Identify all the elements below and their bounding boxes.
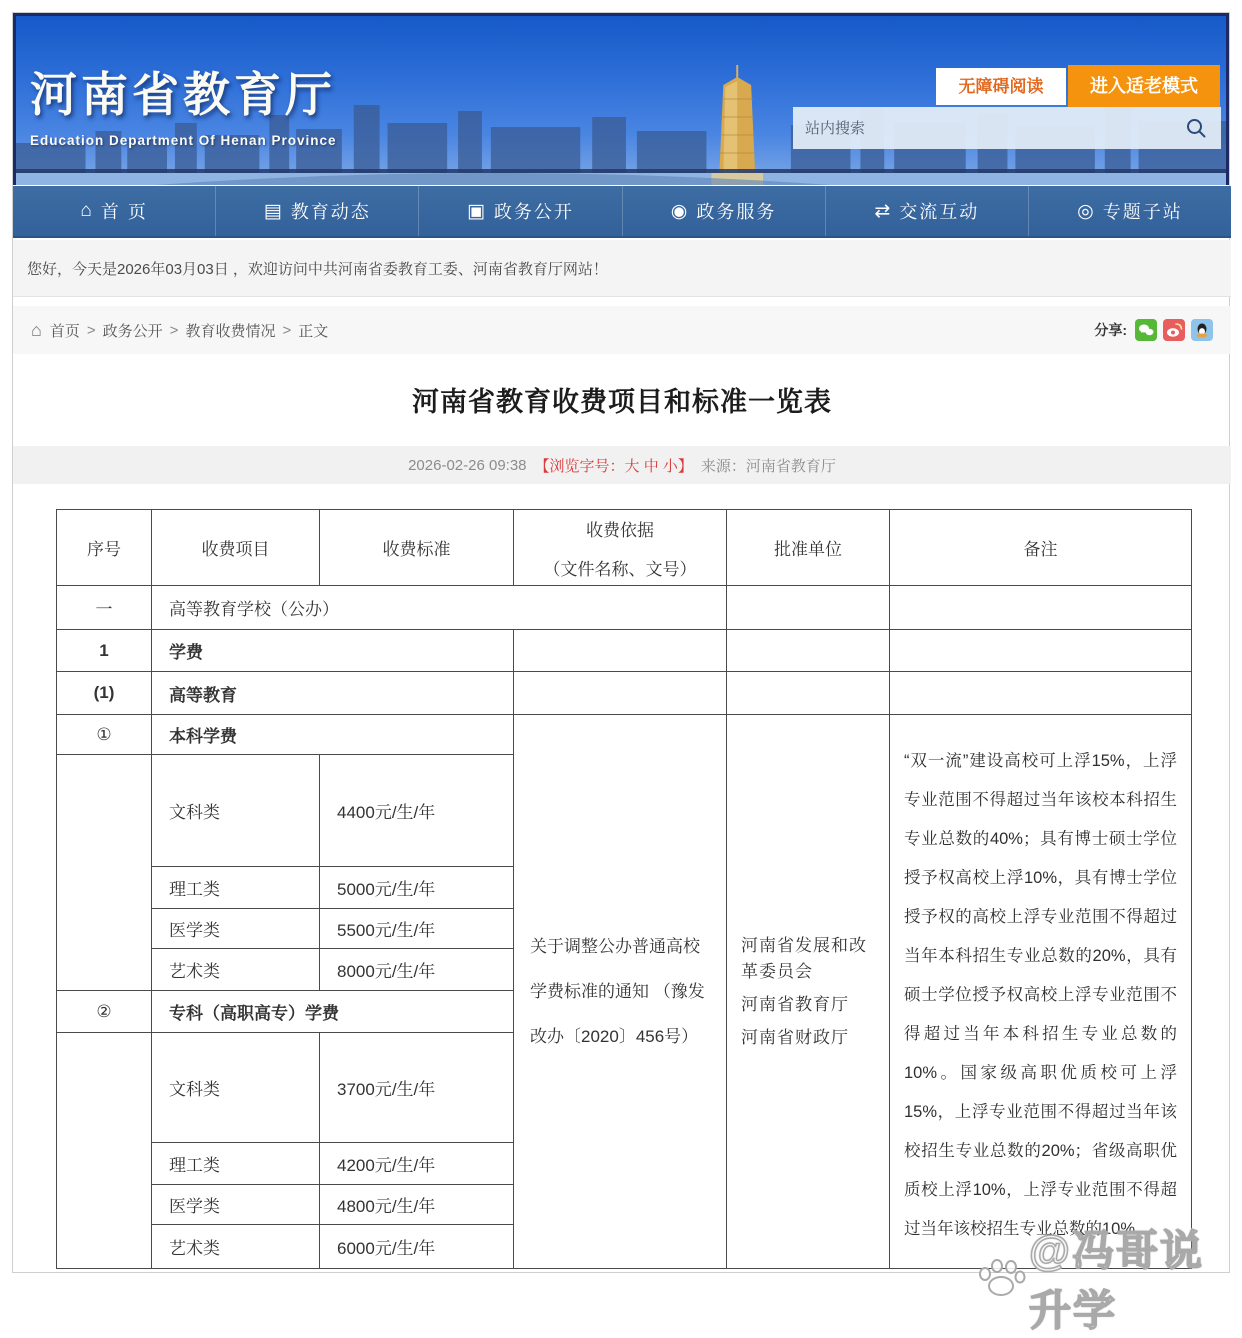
greeting-text: 您好，今天是2026年03月03日 ，欢迎访问中共河南省委教育工委、河南省教育厅网站！ <box>27 260 608 278</box>
elder-mode-button[interactable]: 进入适老模式 <box>1068 65 1220 107</box>
page-title: 河南省教育收费项目和标准一览表 <box>412 387 832 417</box>
empty-cell <box>514 672 727 715</box>
fee-price: 4200元/生/年 <box>320 1143 514 1185</box>
header-item: 收费项目 <box>152 510 320 586</box>
table-header-row <box>57 510 1192 586</box>
remark-cell <box>890 715 1192 1269</box>
breadcrumb-separator: > <box>86 321 96 339</box>
site-logo <box>30 58 337 148</box>
breadcrumb <box>13 306 1231 354</box>
fee-category: 文科类 <box>152 1033 320 1143</box>
nav-label: 政务服务 <box>696 202 777 222</box>
row-item: 本科学费 <box>152 715 514 755</box>
empty-cell <box>727 672 890 715</box>
nav-label: 专题子站 <box>1102 202 1183 222</box>
approver-line: 河南省教育厅 <box>741 994 849 1014</box>
header-index: 序号 <box>57 510 152 586</box>
nav-label: 首 页 <box>100 202 148 222</box>
fee-category: 医学类 <box>152 909 320 949</box>
empty-cell <box>890 672 1192 715</box>
empty-index-cell <box>57 755 152 991</box>
table-row <box>57 715 1192 755</box>
greeting-bar <box>13 240 1231 297</box>
site-title-en: Education Department Of Henan Province <box>30 133 337 148</box>
approver-line: 河南省财政厅 <box>741 1027 849 1047</box>
empty-cell <box>890 586 1192 630</box>
site-banner <box>13 13 1229 185</box>
fee-table <box>56 509 1192 1269</box>
header-basis-title: 收费依据 <box>586 520 654 540</box>
empty-cell <box>890 630 1192 672</box>
qq-share-icon[interactable] <box>1191 319 1213 341</box>
empty-cell <box>727 586 890 630</box>
weibo-share-icon[interactable] <box>1163 319 1185 341</box>
corn-tower <box>719 65 755 173</box>
nav-item-gov-services[interactable] <box>623 186 826 236</box>
home-icon: ⌂ <box>80 200 92 221</box>
header-standard: 收费标准 <box>320 510 514 586</box>
fee-price: 4400元/生/年 <box>320 755 514 867</box>
row-index: 1 <box>57 630 152 672</box>
article-source: 来源：河南省教育厅 <box>700 457 836 475</box>
service-icon: ◉ <box>670 200 688 222</box>
row-index: 一 <box>57 586 152 630</box>
nav-item-gov-disclosure[interactable] <box>419 186 622 236</box>
content-frame <box>12 12 1230 1273</box>
fee-category: 理工类 <box>152 1143 320 1185</box>
fee-category: 艺术类 <box>152 1225 320 1269</box>
breadcrumb-item-article: 正文 <box>298 322 329 340</box>
share-zone <box>1094 319 1213 341</box>
main-nav <box>13 186 1231 238</box>
row-item: 高等教育 <box>152 672 514 715</box>
row-index: ② <box>57 991 152 1033</box>
nav-item-interaction[interactable] <box>826 186 1029 236</box>
article-meta <box>13 446 1231 484</box>
breadcrumb-separator: > <box>282 321 292 339</box>
document-icon: ▣ <box>466 200 485 222</box>
header-basis <box>514 510 727 586</box>
news-icon: ▤ <box>263 200 282 222</box>
empty-cell <box>727 630 890 672</box>
breadcrumb-home-icon[interactable]: ⌂ <box>31 319 42 340</box>
remark-text: “双一流”建设高校可上浮15%，上浮专业范围不得超过当年该校本科招生专业总数的40%；具有博士硕士学位授予权高校上浮10%，具有博士学位授予权的高校上浮专业范围不得超过当年本科招生专业总数的20%，具有硕士学位授予权高校上浮专业范围不得超过当年本科招生专业总数的10%。国家级高职优质校可上浮15%，上浮专业范围不得超过当年该校招生专业总数的20%；省级高职优质校上浮10%，上浮专业范围不得超过当年该校招生专业总数的10% <box>904 752 1177 1238</box>
watermark-text: @冯哥说升学 <box>1029 1227 1204 1334</box>
fee-price: 4800元/生/年 <box>320 1185 514 1225</box>
fee-price: 8000元/生/年 <box>320 949 514 991</box>
table-row <box>57 630 1192 672</box>
fee-category: 医学类 <box>152 1185 320 1225</box>
share-label: 分享: <box>1094 322 1127 338</box>
fee-category: 文科类 <box>152 755 320 867</box>
approver-cell <box>727 715 890 1269</box>
table-row <box>57 586 1192 630</box>
fee-basis-cell: 关于调整公办普通高校学费标准的通知 （豫发改办〔2020〕456号） <box>514 715 727 1269</box>
nav-label: 教育动态 <box>290 202 371 222</box>
font-size-switch[interactable]: 【浏览字号：大 中 小】 <box>534 457 693 475</box>
nav-label: 政务公开 <box>493 202 574 222</box>
fee-price: 5500元/生/年 <box>320 909 514 949</box>
approver-line: 河南省发展和改革委员会 <box>741 935 867 981</box>
target-icon: ◎ <box>1077 200 1094 222</box>
breadcrumb-separator: > <box>169 321 179 339</box>
site-search-bar <box>793 107 1221 149</box>
empty-index-cell <box>57 1033 152 1269</box>
row-index: (1) <box>57 672 152 715</box>
search-icon[interactable] <box>1183 115 1209 141</box>
fee-price: 3700元/生/年 <box>320 1033 514 1143</box>
header-remark: 备注 <box>890 510 1192 586</box>
breadcrumb-item-disclosure[interactable]: 政务公开 <box>102 322 163 340</box>
search-input[interactable] <box>805 120 1183 137</box>
fee-price: 5000元/生/年 <box>320 867 514 909</box>
row-item: 高等教育学校（公办） <box>152 586 727 630</box>
table-row <box>57 672 1192 715</box>
header-approver: 批准单位 <box>727 510 890 586</box>
nav-item-home[interactable] <box>13 186 216 236</box>
fee-category: 理工类 <box>152 867 320 909</box>
header-basis-sub: （文件名称、文号） <box>543 559 697 579</box>
empty-cell <box>514 630 727 672</box>
fee-category: 艺术类 <box>152 949 320 991</box>
site-title: 河南省教育厅 <box>30 70 336 122</box>
nav-item-special-subsites[interactable] <box>1029 186 1231 236</box>
row-index: ① <box>57 715 152 755</box>
nav-item-education-news[interactable] <box>216 186 419 236</box>
exchange-icon: ⇄ <box>874 200 891 222</box>
fee-price: 6000元/生/年 <box>320 1225 514 1269</box>
breadcrumb-item-fees[interactable]: 教育收费情况 <box>185 322 276 340</box>
nav-label: 交流互动 <box>899 202 980 222</box>
breadcrumb-item-home[interactable]: 首页 <box>49 322 80 340</box>
wechat-share-icon[interactable] <box>1135 319 1157 341</box>
row-item: 学费 <box>152 630 514 672</box>
publish-date: 2026-02-26 09:38 <box>408 456 527 474</box>
row-item: 专科（高职高专）学费 <box>152 991 514 1033</box>
accessibility-reading-button[interactable]: 无障碍阅读 <box>936 68 1066 105</box>
